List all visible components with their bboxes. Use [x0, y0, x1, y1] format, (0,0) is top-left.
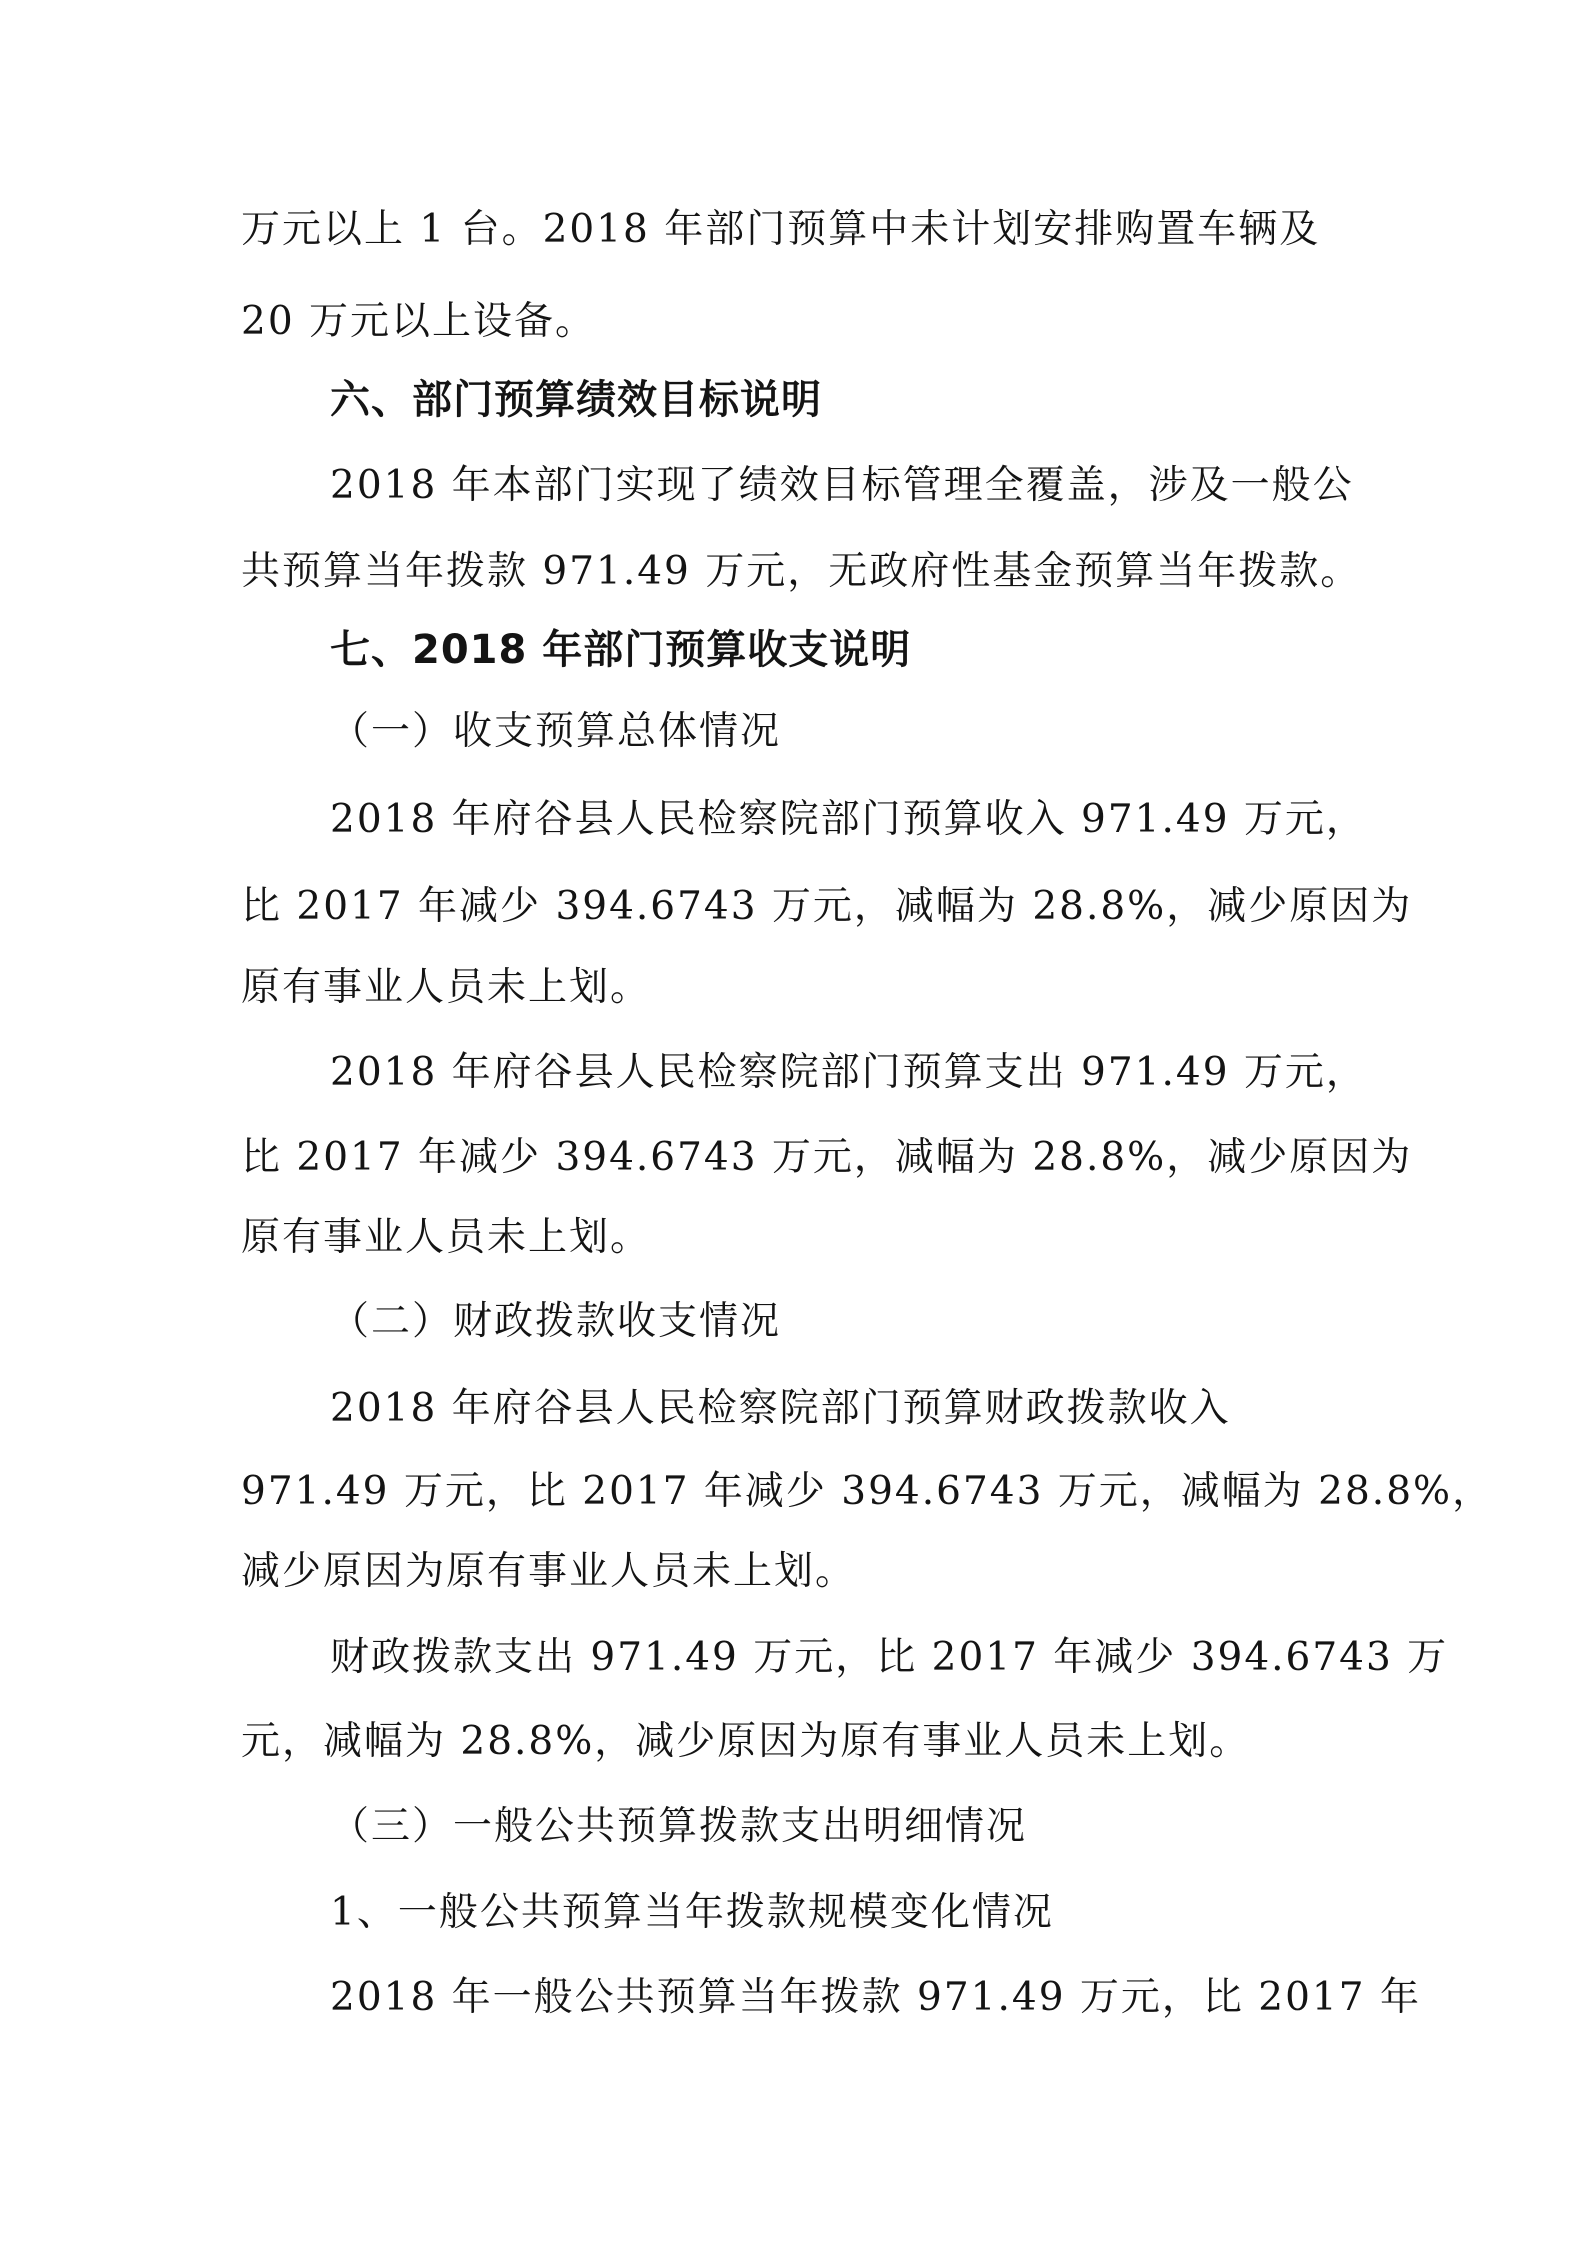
body-text-line: 20 万元以上设备。 [241, 299, 597, 344]
subsection-heading: （三）一般公共预算拨款支出明细情况 [330, 1804, 1028, 1849]
body-text-line: 元，减幅为 28.8%，减少原因为原有事业人员未上划。 [241, 1719, 1251, 1764]
body-text-line: 比 2017 年减少 394.6743 万元，减幅为 28.8%，减少原因为 [241, 1135, 1413, 1180]
body-text-line: 财政拨款支出 971.49 万元，比 2017 年减少 394.6743 万 [330, 1635, 1449, 1680]
body-text-line: 2018 年府谷县人民检察院部门预算收入 971.49 万元， [330, 797, 1367, 842]
body-text-line: 971.49 万元，比 2017 年减少 394.6743 万元，减幅为 28.8%， [241, 1469, 1494, 1514]
body-text-line: 减少原因为原有事业人员未上划。 [241, 1549, 857, 1594]
section-heading: 六、部门预算绩效目标说明 [330, 377, 822, 423]
body-text-line: 共预算当年拨款 971.49 万元，无政府性基金预算当年拨款。 [241, 549, 1362, 594]
body-text-line: 比 2017 年减少 394.6743 万元，减幅为 28.8%，减少原因为 [241, 884, 1413, 929]
body-text-line: 原有事业人员未上划。 [241, 965, 652, 1010]
subsection-heading: （二）财政拨款收支情况 [330, 1299, 782, 1344]
body-text-line: 原有事业人员未上划。 [241, 1215, 652, 1260]
subsection-heading: 1、一般公共预算当年拨款规模变化情况 [330, 1890, 1054, 1935]
body-text-line: 万元以上 1 台。2018 年部门预算中未计划安排购置车辆及 [241, 207, 1321, 252]
body-text-line: 2018 年一般公共预算当年拨款 971.49 万元，比 2017 年 [330, 1975, 1421, 2020]
section-heading: 七、2018 年部门预算收支说明 [330, 627, 912, 673]
subsection-heading: （一）收支预算总体情况 [330, 709, 782, 754]
body-text-line: 2018 年府谷县人民检察院部门预算财政拨款收入 [330, 1386, 1231, 1431]
body-text-line: 2018 年本部门实现了绩效目标管理全覆盖，涉及一般公 [330, 463, 1354, 508]
body-text-line: 2018 年府谷县人民检察院部门预算支出 971.49 万元， [330, 1050, 1367, 1095]
